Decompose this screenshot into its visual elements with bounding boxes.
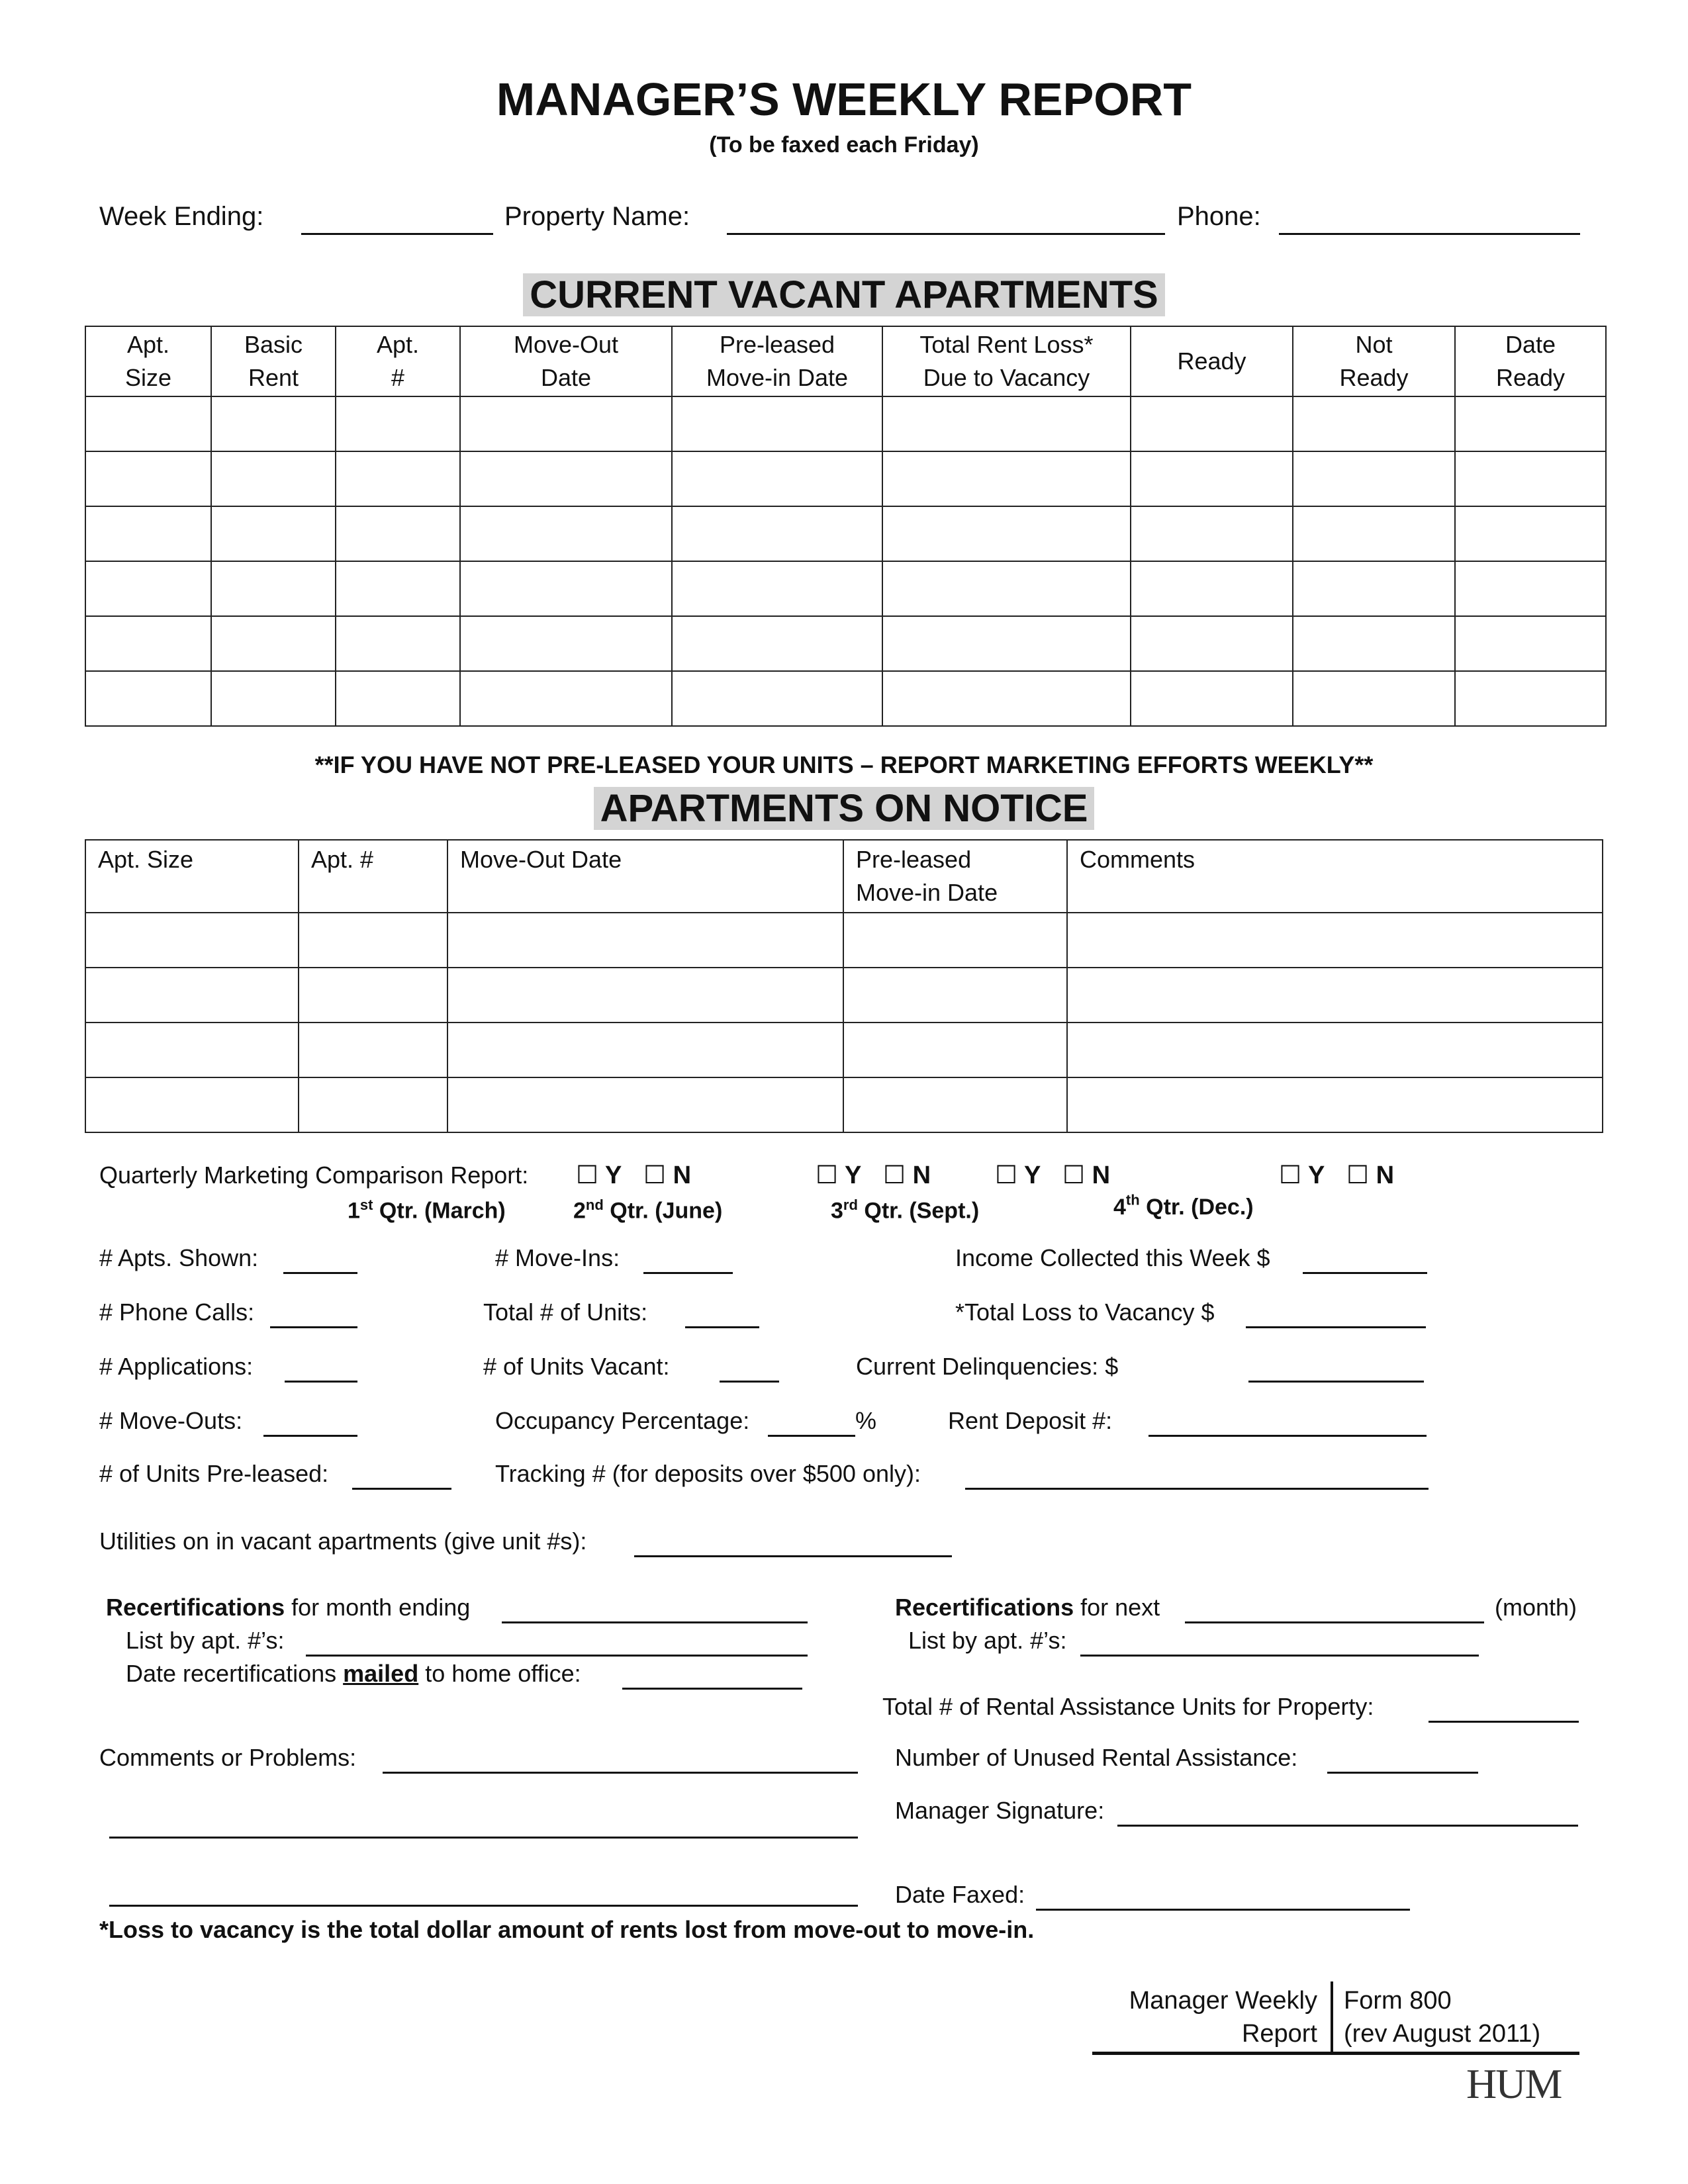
manager-signature-field[interactable] xyxy=(1117,1798,1578,1827)
notice-section-heading: APARTMENTS ON NOTICE xyxy=(594,787,1095,830)
marketing-note: **IF YOU HAVE NOT PRE-LEASED YOUR UNITS – REPORT MARKETING EFFORTS WEEKLY** xyxy=(314,751,1374,778)
q3-label: 3rd Qtr. (Sept.) xyxy=(831,1197,980,1224)
table-cell[interactable] xyxy=(1067,1023,1603,1077)
units-vacant-field[interactable] xyxy=(720,1354,779,1383)
q2-yes-checkbox[interactable]: ☐ Y xyxy=(816,1161,862,1189)
table-cell[interactable] xyxy=(1293,506,1455,561)
vacant-apartments-table xyxy=(85,326,1607,727)
q2-no-checkbox[interactable]: ☐ N xyxy=(883,1161,931,1189)
units-vacant-label: # of Units Vacant: xyxy=(483,1353,670,1380)
table-cell[interactable] xyxy=(882,506,1131,561)
percent-sign: % xyxy=(855,1407,877,1434)
recert-mailed-field[interactable] xyxy=(622,1661,802,1690)
q2-label: 2nd Qtr. (June) xyxy=(573,1197,723,1224)
comments-field-line2[interactable] xyxy=(109,1810,858,1839)
comments-label: Comments or Problems: xyxy=(99,1744,357,1771)
table-cell[interactable] xyxy=(85,968,299,1023)
column-header: Comments xyxy=(1067,840,1603,913)
table-cell[interactable] xyxy=(1067,968,1603,1023)
column-header: Move-Out Date xyxy=(447,840,843,913)
table-cell[interactable] xyxy=(672,616,882,671)
table-cell[interactable] xyxy=(336,561,460,616)
q3-no-checkbox[interactable]: ☐ N xyxy=(1062,1161,1111,1189)
table-cell[interactable] xyxy=(1293,561,1455,616)
phone-calls-label: # Phone Calls: xyxy=(99,1298,255,1326)
table-cell[interactable] xyxy=(1455,561,1606,616)
apartments-on-notice-table xyxy=(85,839,1603,1133)
table-cell[interactable] xyxy=(672,451,882,506)
q4-no-checkbox[interactable]: ☐ N xyxy=(1346,1161,1395,1189)
table-cell[interactable] xyxy=(336,396,460,451)
recert-next-list-field[interactable] xyxy=(1080,1628,1479,1657)
table-cell[interactable] xyxy=(1131,396,1293,451)
units-preleased-label: # of Units Pre-leased: xyxy=(99,1460,329,1487)
table-cell[interactable] xyxy=(882,561,1131,616)
recert-list-field[interactable] xyxy=(306,1628,808,1657)
table-row xyxy=(85,1077,1603,1132)
occupancy-field[interactable] xyxy=(768,1408,855,1437)
table-cell[interactable] xyxy=(85,1077,299,1132)
table-header-row xyxy=(85,840,1603,913)
column-header: Apt. Size xyxy=(85,840,299,913)
delinquencies-label: Current Delinquencies: $ xyxy=(856,1353,1119,1380)
table-cell[interactable] xyxy=(299,1077,447,1132)
column-header: Apt. # xyxy=(336,326,460,396)
recert-next-field[interactable] xyxy=(1185,1595,1484,1623)
apts-shown-field[interactable] xyxy=(283,1246,357,1274)
column-header: Pre-leased Move-in Date xyxy=(672,326,882,396)
week-ending-field[interactable] xyxy=(301,206,493,235)
table-row xyxy=(85,396,1606,451)
table-cell[interactable] xyxy=(882,616,1131,671)
rental-assistance-total-label: Total # of Rental Assistance Units for Property: xyxy=(882,1693,1374,1720)
table-row xyxy=(85,616,1606,671)
date-faxed-label: Date Faxed: xyxy=(895,1881,1025,1908)
table-cell[interactable] xyxy=(1293,671,1455,726)
quarterly-label: Quarterly Marketing Comparison Report: xyxy=(99,1161,529,1189)
applications-label: # Applications: xyxy=(99,1353,254,1380)
table-row xyxy=(85,913,1603,968)
date-faxed-field[interactable] xyxy=(1036,1882,1410,1911)
table-cell[interactable] xyxy=(299,913,447,968)
column-header: Move-Out Date xyxy=(460,326,672,396)
table-cell[interactable] xyxy=(1131,451,1293,506)
week-ending-label: Week Ending: xyxy=(99,202,264,231)
table-cell[interactable] xyxy=(843,1023,1067,1077)
table-cell[interactable] xyxy=(211,561,336,616)
table-cell[interactable] xyxy=(672,561,882,616)
property-name-label: Property Name: xyxy=(504,202,690,231)
table-cell[interactable] xyxy=(1131,506,1293,561)
units-preleased-field[interactable] xyxy=(352,1461,451,1490)
column-header: Not Ready xyxy=(1293,326,1455,396)
column-header: Apt. Size xyxy=(85,326,211,396)
total-loss-field[interactable] xyxy=(1246,1300,1426,1328)
table-cell[interactable] xyxy=(882,671,1131,726)
q3-yes-checkbox[interactable]: ☐ Y xyxy=(995,1161,1041,1189)
table-cell[interactable] xyxy=(336,616,460,671)
recert-month-ending-field[interactable] xyxy=(502,1595,808,1623)
utilities-field[interactable] xyxy=(634,1529,952,1557)
table-row xyxy=(85,506,1606,561)
unused-rental-field[interactable] xyxy=(1327,1745,1478,1774)
q1-no-checkbox[interactable]: ☐ N xyxy=(643,1161,692,1189)
column-header: Ready xyxy=(1131,326,1293,396)
table-cell[interactable] xyxy=(85,506,211,561)
phone-label: Phone: xyxy=(1177,202,1261,231)
recert-next-list-label: List by apt. #’s: xyxy=(908,1627,1067,1654)
vacant-section-heading: CURRENT VACANT APARTMENTS xyxy=(523,273,1164,316)
table-cell[interactable] xyxy=(672,506,882,561)
table-cell[interactable] xyxy=(1067,1077,1603,1132)
phone-calls-field[interactable] xyxy=(270,1300,357,1328)
table-cell[interactable] xyxy=(85,1023,299,1077)
rental-assistance-total-field[interactable] xyxy=(1429,1694,1579,1723)
footer-divider xyxy=(1331,1981,1333,2052)
table-cell[interactable] xyxy=(299,968,447,1023)
unused-rental-label: Number of Unused Rental Assistance: xyxy=(895,1744,1298,1771)
table-cell[interactable] xyxy=(336,671,460,726)
column-header: Apt. # xyxy=(299,840,447,913)
table-cell[interactable] xyxy=(882,451,1131,506)
table-row xyxy=(85,561,1606,616)
phone-field[interactable] xyxy=(1279,206,1580,235)
table-cell[interactable] xyxy=(447,1023,843,1077)
comments-field-line3[interactable] xyxy=(109,1878,858,1907)
table-cell[interactable] xyxy=(460,506,672,561)
table-cell[interactable] xyxy=(1131,561,1293,616)
footer-form-number: Form 800 (rev August 2011) xyxy=(1344,1987,1541,2048)
table-cell[interactable] xyxy=(843,913,1067,968)
move-ins-label: # Move-Ins: xyxy=(495,1244,620,1271)
table-row xyxy=(85,451,1606,506)
table-cell[interactable] xyxy=(85,913,299,968)
income-collected-label: Income Collected this Week $ xyxy=(955,1244,1270,1271)
occupancy-label: Occupancy Percentage: xyxy=(495,1407,750,1434)
table-cell[interactable] xyxy=(85,396,211,451)
q1-yes-checkbox[interactable]: ☐ Y xyxy=(576,1161,622,1189)
table-cell[interactable] xyxy=(672,396,882,451)
table-row xyxy=(85,968,1603,1023)
applications-field[interactable] xyxy=(285,1354,357,1383)
table-cell[interactable] xyxy=(1455,616,1606,671)
recert-list-label: List by apt. #’s: xyxy=(126,1627,285,1654)
table-cell[interactable] xyxy=(85,616,211,671)
table-cell[interactable] xyxy=(1455,506,1606,561)
table-cell[interactable] xyxy=(336,451,460,506)
column-header: Total Rent Loss* Due to Vacancy xyxy=(882,326,1131,396)
hum-logo: HUM xyxy=(1466,2060,1562,2107)
footnote: *Loss to vacancy is the total dollar amount of rents lost from move-out to move-in. xyxy=(99,1916,1035,1943)
page-title: MANAGER’S WEEKLY REPORT xyxy=(496,73,1192,125)
footer-rule xyxy=(1092,2052,1579,2055)
tracking-field[interactable] xyxy=(965,1461,1429,1490)
table-cell[interactable] xyxy=(85,451,211,506)
table-cell[interactable] xyxy=(85,671,211,726)
table-cell[interactable] xyxy=(1131,616,1293,671)
table-cell[interactable] xyxy=(460,671,672,726)
delinquencies-field[interactable] xyxy=(1248,1354,1424,1383)
q4-label: 4th Qtr. (Dec.) xyxy=(1113,1191,1254,1220)
rent-deposit-label: Rent Deposit #: xyxy=(948,1407,1113,1434)
table-cell[interactable] xyxy=(447,968,843,1023)
table-cell[interactable] xyxy=(211,616,336,671)
table-cell[interactable] xyxy=(85,561,211,616)
recert-next-label: Recertifications for next xyxy=(895,1594,1160,1621)
income-collected-field[interactable] xyxy=(1303,1246,1427,1274)
table-cell[interactable] xyxy=(460,396,672,451)
rent-deposit-field[interactable] xyxy=(1149,1408,1427,1437)
table-cell[interactable] xyxy=(1293,396,1455,451)
table-header-row xyxy=(85,326,1606,396)
table-cell[interactable] xyxy=(1067,913,1603,968)
table-row xyxy=(85,1023,1603,1077)
comments-field-line1[interactable] xyxy=(383,1745,858,1774)
move-outs-label: # Move-Outs: xyxy=(99,1407,243,1434)
column-header: Pre-leased Move-in Date xyxy=(843,840,1067,913)
table-cell[interactable] xyxy=(211,396,336,451)
total-loss-label: *Total Loss to Vacancy $ xyxy=(955,1298,1215,1326)
table-cell[interactable] xyxy=(336,506,460,561)
table-cell[interactable] xyxy=(882,396,1131,451)
table-cell[interactable] xyxy=(460,561,672,616)
table-cell[interactable] xyxy=(460,616,672,671)
apts-shown-label: # Apts. Shown: xyxy=(99,1244,259,1271)
table-cell[interactable] xyxy=(672,671,882,726)
table-cell[interactable] xyxy=(299,1023,447,1077)
manager-signature-label: Manager Signature: xyxy=(895,1797,1105,1824)
recert-month-ending-label: Recertifications for month ending xyxy=(106,1594,471,1621)
table-cell[interactable] xyxy=(1293,451,1455,506)
total-units-field[interactable] xyxy=(685,1300,759,1328)
table-cell[interactable] xyxy=(211,506,336,561)
table-cell[interactable] xyxy=(1131,671,1293,726)
column-header: Basic Rent xyxy=(211,326,336,396)
table-cell[interactable] xyxy=(1455,396,1606,451)
table-cell[interactable] xyxy=(211,451,336,506)
footer-report-name: Manager Weekly Report xyxy=(1129,1987,1317,2048)
recert-mailed-label: Date recertifications mailed to home office: xyxy=(126,1660,581,1687)
property-name-field[interactable] xyxy=(727,206,1165,235)
utilities-label: Utilities on in vacant apartments (give unit #s): xyxy=(99,1527,587,1555)
q1-label: 1st Qtr. (March) xyxy=(348,1197,506,1224)
recert-month-suffix: (month) xyxy=(1495,1594,1577,1621)
total-units-label: Total # of Units: xyxy=(483,1298,648,1326)
table-cell[interactable] xyxy=(843,1077,1067,1132)
table-cell[interactable] xyxy=(211,671,336,726)
tracking-label: Tracking # (for deposits over $500 only): xyxy=(495,1460,921,1487)
column-header: Date Ready xyxy=(1455,326,1606,396)
table-cell[interactable] xyxy=(460,451,672,506)
table-cell[interactable] xyxy=(1293,616,1455,671)
table-row xyxy=(85,671,1606,726)
table-cell[interactable] xyxy=(447,1077,843,1132)
table-cell[interactable] xyxy=(1455,671,1606,726)
table-cell[interactable] xyxy=(1455,451,1606,506)
table-cell[interactable] xyxy=(843,968,1067,1023)
q4-yes-checkbox[interactable]: ☐ Y xyxy=(1279,1161,1325,1189)
page-subtitle: (To be faxed each Friday) xyxy=(709,132,979,158)
move-ins-field[interactable] xyxy=(643,1246,733,1274)
table-cell[interactable] xyxy=(447,913,843,968)
move-outs-field[interactable] xyxy=(263,1408,357,1437)
